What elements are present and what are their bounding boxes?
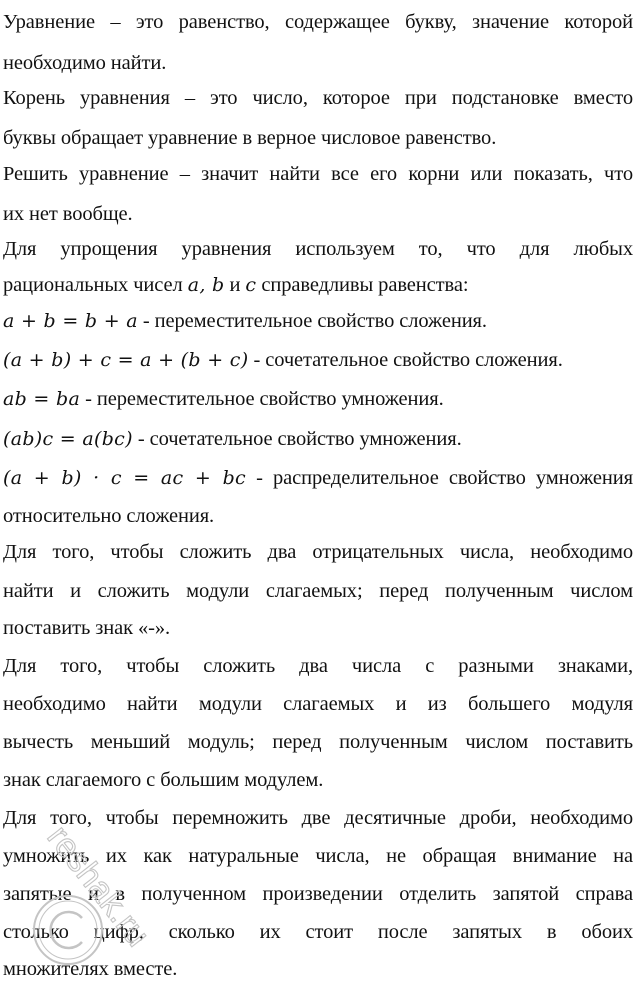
text-line: Для упрощения уравнения используем то, что для любых (3, 238, 633, 260)
property-line (3, 424, 633, 454)
text-line: относительно сложения. (3, 505, 215, 527)
text-line-with-math (3, 270, 633, 300)
text-line: Корень уравнения – это число, которое при подстановке вместо (3, 87, 633, 109)
formula: (ab)c = a(bc) (3, 428, 133, 450)
property-line (3, 345, 633, 375)
formula: (a + b) + c = a + (b + c) (3, 349, 249, 371)
text-line: знак слагаемого с большим модулем. (3, 769, 324, 791)
text-fragment: справедливы равенства: (256, 274, 469, 296)
text-fragment: рациональных чисел (3, 274, 188, 296)
math-variable: c (245, 274, 257, 296)
math-variables: a, b (187, 274, 225, 296)
property-description: - сочетательное свойство умножения. (132, 428, 462, 450)
text-line: вычесть меньший модуль; перед полученным числом поставить (3, 731, 633, 753)
text-line: Решить уравнение – значит найти все его корни или показать, что (3, 163, 633, 185)
text-line: их нет вообще. (3, 203, 133, 225)
text-line: найти и сложить модули слагаемых; перед полученным числом (3, 580, 633, 602)
text-line: необходимо найти. (3, 52, 167, 74)
text-line: Уравнение – это равенство, содержащее букву, значение которой (3, 11, 633, 33)
property-line (3, 306, 633, 336)
text-line: Для того, чтобы перемножить две десятичные дроби, необходимо (3, 807, 633, 829)
text-fragment: и (224, 274, 246, 296)
text-line: буквы обращает уравнение в верное числовое равенство. (3, 127, 497, 149)
text-line: поставить знак «-». (3, 617, 171, 639)
text-line: умножить их как натуральные числа, не обращая внимание на (3, 845, 633, 867)
property-description: - распределительное свойство умножения (245, 467, 633, 489)
text-line: необходимо найти модули слагаемых и из большего модуля (3, 693, 633, 715)
text-line: Для того, чтобы сложить два числа с разными знаками, (3, 655, 633, 677)
text-line: запятые и в полученном произведении отделить запятой справа (3, 883, 633, 905)
formula: (a + b) · c = ac + bc (3, 467, 246, 489)
watermark-text: reshak.ru (39, 818, 157, 954)
text-line: Для того, чтобы сложить два отрицательных числа, необходимо (3, 541, 633, 563)
formula: ab = ba (3, 388, 81, 410)
property-line (3, 463, 633, 493)
formula: a + b = b + a (3, 310, 138, 332)
text-line: множителях вместе. (3, 958, 178, 980)
property-description: - переместительное свойство умножения. (80, 388, 444, 410)
property-line (3, 384, 633, 414)
property-description: - переместительное свойство сложения. (137, 310, 487, 332)
text-line: столько цифр, сколько их стоит после запятых в обоих (3, 921, 633, 943)
property-description: - сочетательное свойство сложения. (248, 349, 563, 371)
